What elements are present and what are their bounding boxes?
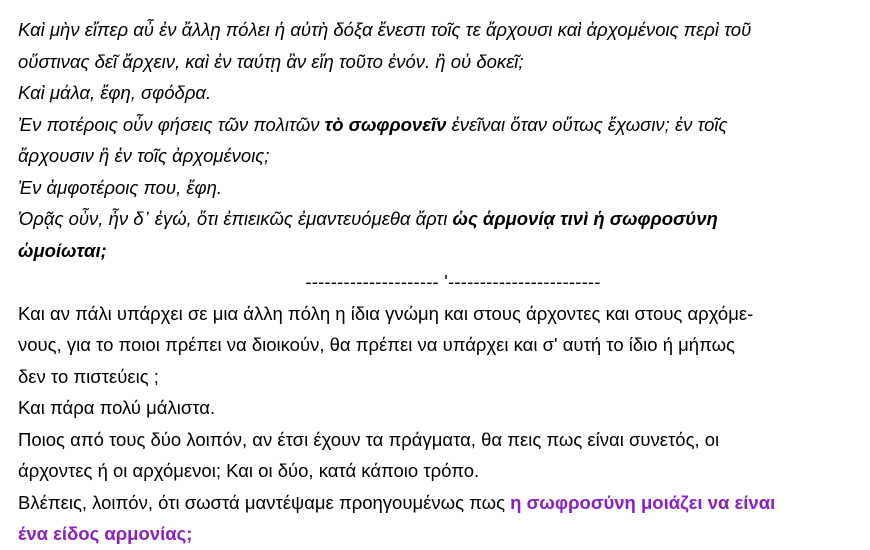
ancient-line-5: ἄρχουσιν ἢ ἐν τοῖς ἀρχομένοις;	[18, 145, 270, 166]
modern-line-7-text: Βλέπεις, λοιπόν, ότι σωστά μαντέψαμε προηγουμένως πως	[18, 491, 511, 513]
ancient-line-7	[18, 203, 858, 235]
modern-line-3: δεν το πιστεύεις ;	[18, 365, 159, 387]
modern-line-1: Και αν πάλι υπάρχει σε μια άλλη πόλη η ίδια γνώμη και στους άρχοντες και στους αρχόμε-	[18, 302, 754, 324]
ancient-greek-passage	[18, 14, 858, 266]
ancient-line-6: Ἐν ἀμφοτέροις που, ἔφη.	[18, 176, 222, 198]
ancient-line-1: Καὶ μὴν εἴπερ αὖ ἐν ἄλλῃ πόλει ἡ αὐτὴ δόξα ἔνεστι τοῖς τε ἄρχουσι καὶ ἀρχομένοις περὶ τοῦ	[18, 19, 752, 40]
modern-line-8-highlight: ένα είδος αρμονίας;	[18, 523, 193, 544]
ancient-bold-harmonia: ὡς ἁρμονίᾳ τινὶ ἡ σωφροσύνη	[452, 208, 718, 229]
section-separator: --------------------- '------------------------	[305, 271, 601, 292]
modern-greek-translation	[18, 298, 858, 550]
modern-line-5: Ποιος από τους δύο λοιπόν, αν έτσι έχουν τα πράγματα, θα πεις πως είναι συνετός, οι	[18, 428, 720, 450]
document-body	[18, 14, 858, 550]
ancient-bold-sophronein: τὸ σωφρονεῖν	[324, 113, 447, 135]
ancient-line-2: οὕστινας δεῖ ἄρχειν, καὶ ἐν ταύτῃ ἂν εἴη τοῦτο ἐνόν. ἢ οὐ δοκεῖ;	[18, 50, 524, 72]
modern-line-2: νους, για το ποιοι πρέπει να διοικούν, θα πρέπει να υπάρχει και σ' αυτή το ίδιο ή μήπως	[18, 334, 735, 355]
modern-highlight-sophrosyne: η σωφροσύνη μοιάζει να είναι	[510, 491, 776, 513]
modern-line-4: Και πάρα πολύ μάλιστα.	[18, 397, 216, 418]
ancient-line-7-text: Ὁρᾷς οὖν, ἦν δ᾽ ἐγώ, ὅτι ἐπιεικῶς ἐμαντευόμεθα ἄρτι	[18, 208, 453, 229]
ancient-line-3: Καὶ μάλα, ἔφη, σφόδρα.	[18, 82, 212, 103]
ancient-line-4	[18, 109, 858, 141]
ancient-line-4-rest: ἐνεῖναι ὅταν οὕτως ἔχωσιν; ἐν τοῖς	[446, 113, 728, 135]
ancient-line-8: ὡμοίωται;	[18, 239, 107, 261]
modern-line-6: άρχοντες ή οι αρχόμενοι; Και οι δύο, κατά κάποιο τρόπο.	[18, 460, 480, 481]
modern-line-7	[18, 487, 858, 519]
ancient-line-4-text: Ἐν ποτέροις οὖν φήσεις τῶν πολιτῶν	[18, 113, 325, 135]
